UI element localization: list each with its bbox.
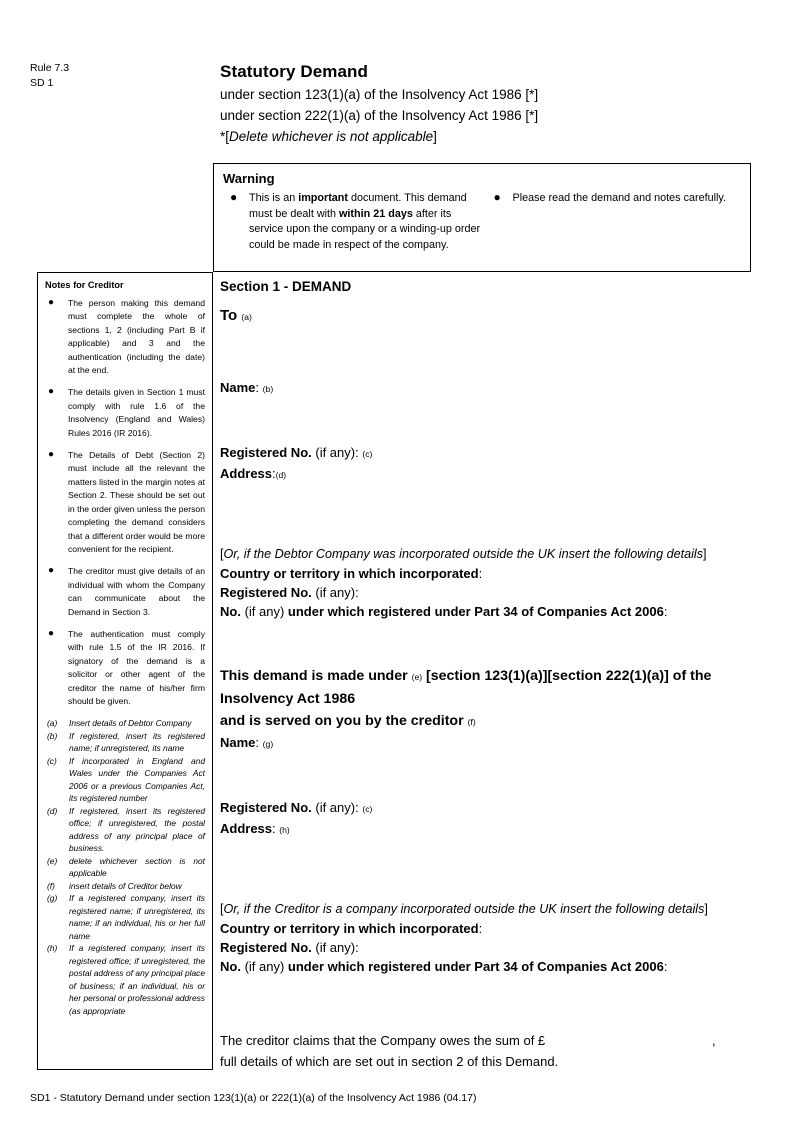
bullet-icon: ● xyxy=(48,297,55,308)
creditor-address-ref: (h) xyxy=(279,825,290,835)
claim-sum-text: The creditor claims that the Company owes the sum of £ xyxy=(220,1033,546,1048)
note-ref-key: (b) xyxy=(47,730,58,741)
debtor-overseas-bracket-close: ] xyxy=(703,547,707,561)
field-creditor-country xyxy=(220,919,765,938)
creditor-overseas-italic-text: Or, if the Creditor is a company incorporated outside the UK insert the following details xyxy=(223,902,705,916)
warning-columns xyxy=(223,191,750,253)
bullet-icon: ● xyxy=(493,190,501,204)
field-debtor-regno xyxy=(220,443,765,464)
note-ref-g xyxy=(45,892,205,942)
notes-for-creditor-box xyxy=(37,272,213,1070)
bullet-icon: ● xyxy=(48,449,55,461)
note-ref-key: (d) xyxy=(47,805,58,816)
debtor-address-label: Address xyxy=(220,466,273,481)
note-ref-text: If incorporated in England and Wales under the Companies Act 2006 or a previous Companies Act, its registered number xyxy=(69,755,205,804)
bullet-icon: ● xyxy=(48,565,55,577)
debtor-address-colon: : xyxy=(272,466,276,481)
debtor-part34-text: under which registered under Part 34 of Companies Act 2006 xyxy=(287,604,664,619)
debtor-part34-ifany: (if any) xyxy=(240,604,288,619)
note-ref-text: If a registered company, insert its registered name; if unregistered, its name; if an individual, his or her full name xyxy=(69,893,205,941)
page-footer: SD1 - Statutory Demand under section 123(1)(a) or 222(1)(a) of the Insolvency Act 1986 (04.17) xyxy=(30,1092,477,1104)
note-bullet-text: The person making this demand must complete the whole of sections 1, 2 (including Part B if applicable) and 3 and the authentication (including the date) at the end. xyxy=(68,298,205,376)
note-ref-a xyxy=(45,717,205,730)
note-ref-key: (h) xyxy=(47,943,58,954)
field-debtor-overseas-regno xyxy=(220,583,765,602)
debtor-overseas-regno-label: Registered No. xyxy=(220,585,312,600)
field-creditor-overseas-regno xyxy=(220,938,765,957)
debtor-country-colon: : xyxy=(478,566,483,581)
claim-line-1 xyxy=(220,1030,765,1051)
warning-text-bold2: within 21 days xyxy=(339,207,413,220)
title-block xyxy=(220,60,760,147)
fill-space-debtor-name[interactable] xyxy=(220,399,765,443)
section1-content xyxy=(220,277,765,976)
debtor-regno-ref: (c) xyxy=(362,449,373,459)
rule-reference xyxy=(30,61,69,91)
field-debtor-address xyxy=(220,464,765,485)
creditor-regno-ref: (c) xyxy=(362,804,373,814)
warning-text-part3: after its service upon the company or a winding-up order could be made in respect of the company. xyxy=(249,207,481,251)
note-ref-text: If registered, insert its registered name; if unregistered, its name xyxy=(69,730,205,754)
note-ref-b xyxy=(45,730,205,755)
page-title: Statutory Demand xyxy=(220,62,369,81)
note-ref-d xyxy=(45,805,205,855)
debtor-overseas-regno-ifany: (if any): xyxy=(311,585,359,600)
debtor-country-label: Country or territory in which incorporated xyxy=(220,566,479,581)
note-ref-key: (c) xyxy=(47,755,57,766)
note-ref-f xyxy=(45,880,205,893)
debtor-name-ref: (b) xyxy=(262,384,274,394)
note-bullet xyxy=(45,297,205,377)
note-ref-key: (a) xyxy=(47,718,58,729)
creditor-country-colon: : xyxy=(478,921,483,936)
claim-block xyxy=(220,1030,765,1072)
field-debtor-country xyxy=(220,564,765,583)
note-ref-text: insert details of Creditor below xyxy=(69,880,182,891)
note-ref-key: (f) xyxy=(47,880,55,891)
note-bullet-text: The details given in Section 1 must comply with rule 1.6 of the Insolvency (England and Wales) Rules 2016 (IR 2016). xyxy=(68,387,205,438)
warning-item-read-carefully xyxy=(487,191,751,207)
note-bullet-text: The creditor must give details of an individual with whom the Company can communicate about the Demand in Section 3. xyxy=(68,566,205,617)
demand-made-sections: [section 123(1)(a)][section 222(1)(a)] of the Insolvency Act 1986 xyxy=(220,668,712,707)
demand-made-ref: (e) xyxy=(411,672,423,682)
creditor-part34-text: under which registered under Part 34 of Companies Act 2006 xyxy=(287,959,664,974)
field-creditor-name xyxy=(220,733,765,754)
warning-column-right xyxy=(487,191,751,253)
creditor-part34-no: No. xyxy=(220,959,241,974)
creditor-name-ref: (g) xyxy=(262,739,274,749)
subtitle-section-123: under section 123(1)(a) of the Insolvency Act 1986 [*] xyxy=(220,87,539,102)
note-bullet xyxy=(45,565,205,619)
warning-box xyxy=(213,163,751,272)
warning-text-part2: document. This demand must be dealt with xyxy=(249,192,467,220)
demand-statement xyxy=(220,665,765,710)
note-bullet xyxy=(45,628,205,708)
served-by-text: and is served on you by the creditor xyxy=(220,713,464,729)
note-ref-key: (e) xyxy=(47,855,58,866)
delete-note-suffix: ] xyxy=(433,129,437,144)
note-ref-h xyxy=(45,942,205,1017)
note-bullet-text: The Details of Debt (Section 2) must include all the relevant the matters listed in the margin notes at Section 2. These should be set out in the order given unless the person completing the demand considers that a different order would be more convenient for the recipient. xyxy=(68,450,205,554)
note-ref-c xyxy=(45,755,205,805)
creditor-overseas-regno-label: Registered No. xyxy=(220,940,312,955)
creditor-address-label: Address xyxy=(220,821,273,836)
fill-space-creditor-name[interactable] xyxy=(220,754,765,798)
delete-note-prefix: *[ xyxy=(220,129,230,144)
fill-space-to[interactable] xyxy=(220,328,765,378)
field-creditor-address xyxy=(220,819,765,840)
served-by-ref: (f) xyxy=(467,717,476,727)
debtor-overseas-note xyxy=(220,545,765,564)
note-ref-text: If a registered company, insert its registered office; if unregistered, the postal address of any principal place of business; if an individual, his or her personal or professional address (as appropriate xyxy=(69,943,205,1016)
field-debtor-part34 xyxy=(220,602,765,621)
debtor-regno-label: Registered No. xyxy=(220,445,312,460)
to-label: To xyxy=(220,307,238,324)
claim-line-2: full details of which are set out in section 2 of this Demand. xyxy=(220,1054,559,1069)
fill-space-creditor-address[interactable] xyxy=(220,840,765,900)
served-by-statement xyxy=(220,710,765,733)
field-to xyxy=(220,305,765,328)
field-creditor-part34 xyxy=(220,957,765,976)
warning-right-text: Please read the demand and notes carefully. xyxy=(512,192,726,204)
note-bullet xyxy=(45,386,205,440)
note-ref-text: If registered, insert its registered office; if unregistered, the postal address of any principal place of business. xyxy=(69,805,205,854)
field-debtor-name xyxy=(220,378,765,399)
field-creditor-regno xyxy=(220,798,765,819)
creditor-part34-ifany: (if any) xyxy=(240,959,288,974)
delete-note-italic: Delete whichever is not applicable xyxy=(229,129,434,144)
warning-column-left xyxy=(223,191,487,253)
bullet-icon: ● xyxy=(48,386,55,398)
warning-text-bold1: important xyxy=(298,192,348,204)
notes-reference-list xyxy=(45,717,205,1017)
note-ref-key: (g) xyxy=(47,893,58,904)
debtor-part34-colon: : xyxy=(663,604,668,619)
debtor-part34-no: No. xyxy=(220,604,241,619)
notes-heading: Notes for Creditor xyxy=(45,280,124,290)
creditor-address-colon: : xyxy=(272,821,276,836)
debtor-name-label: Name xyxy=(220,380,256,395)
debtor-address-ref: (d) xyxy=(275,470,287,480)
note-ref-text: Insert details of Debtor Company xyxy=(69,718,192,729)
note-bullet xyxy=(45,449,205,556)
form-code: SD 1 xyxy=(30,77,54,89)
delete-whichever-note xyxy=(220,126,760,147)
note-bullet-text: The authentication must comply with rule 1.5 of the IR 2016. If signatory of the demand is a solicitor or other agent of the creditor the name of his/her firm should be given. xyxy=(68,628,205,706)
warning-heading: Warning xyxy=(223,171,275,186)
section1-heading: Section 1 - DEMAND xyxy=(220,279,352,294)
rule-number: Rule 7.3 xyxy=(30,62,70,74)
bullet-icon: ● xyxy=(48,627,55,639)
creditor-overseas-regno-ifany: (if any): xyxy=(311,940,359,955)
debtor-overseas-italic-text: Or, if the Debtor Company was incorporated outside the UK insert the following details xyxy=(223,547,704,561)
creditor-regno-ifany: (if any): xyxy=(311,800,359,815)
creditor-overseas-note xyxy=(220,900,765,919)
creditor-country-label: Country or territory in which incorporated xyxy=(220,921,479,936)
bullet-icon: ● xyxy=(230,190,238,204)
creditor-name-label: Name xyxy=(220,735,256,750)
subtitle-section-222: under section 222(1)(a) of the Insolvency Act 1986 [*] xyxy=(220,108,539,123)
creditor-regno-label: Registered No. xyxy=(220,800,312,815)
note-ref-e xyxy=(45,855,205,880)
debtor-regno-ifany: (if any): xyxy=(311,445,359,460)
warning-text-part1: This is an xyxy=(249,192,299,204)
creditor-overseas-bracket-open: [ xyxy=(220,902,224,916)
note-ref-text: delete whichever section is not applicable xyxy=(69,855,205,879)
debtor-overseas-bracket-open: [ xyxy=(220,547,224,561)
to-ref: (a) xyxy=(241,312,252,322)
fill-space-debtor-overseas[interactable] xyxy=(220,621,765,665)
demand-made-text: This demand is made under xyxy=(220,668,412,684)
warning-item-important xyxy=(223,191,487,253)
creditor-part34-colon: : xyxy=(663,959,668,974)
debtor-name-colon: : xyxy=(255,380,260,395)
claim-comma: , xyxy=(712,1033,716,1048)
fill-space-debtor-address[interactable] xyxy=(220,485,765,545)
creditor-name-colon: : xyxy=(255,735,260,750)
creditor-overseas-bracket-close: ] xyxy=(704,902,708,916)
